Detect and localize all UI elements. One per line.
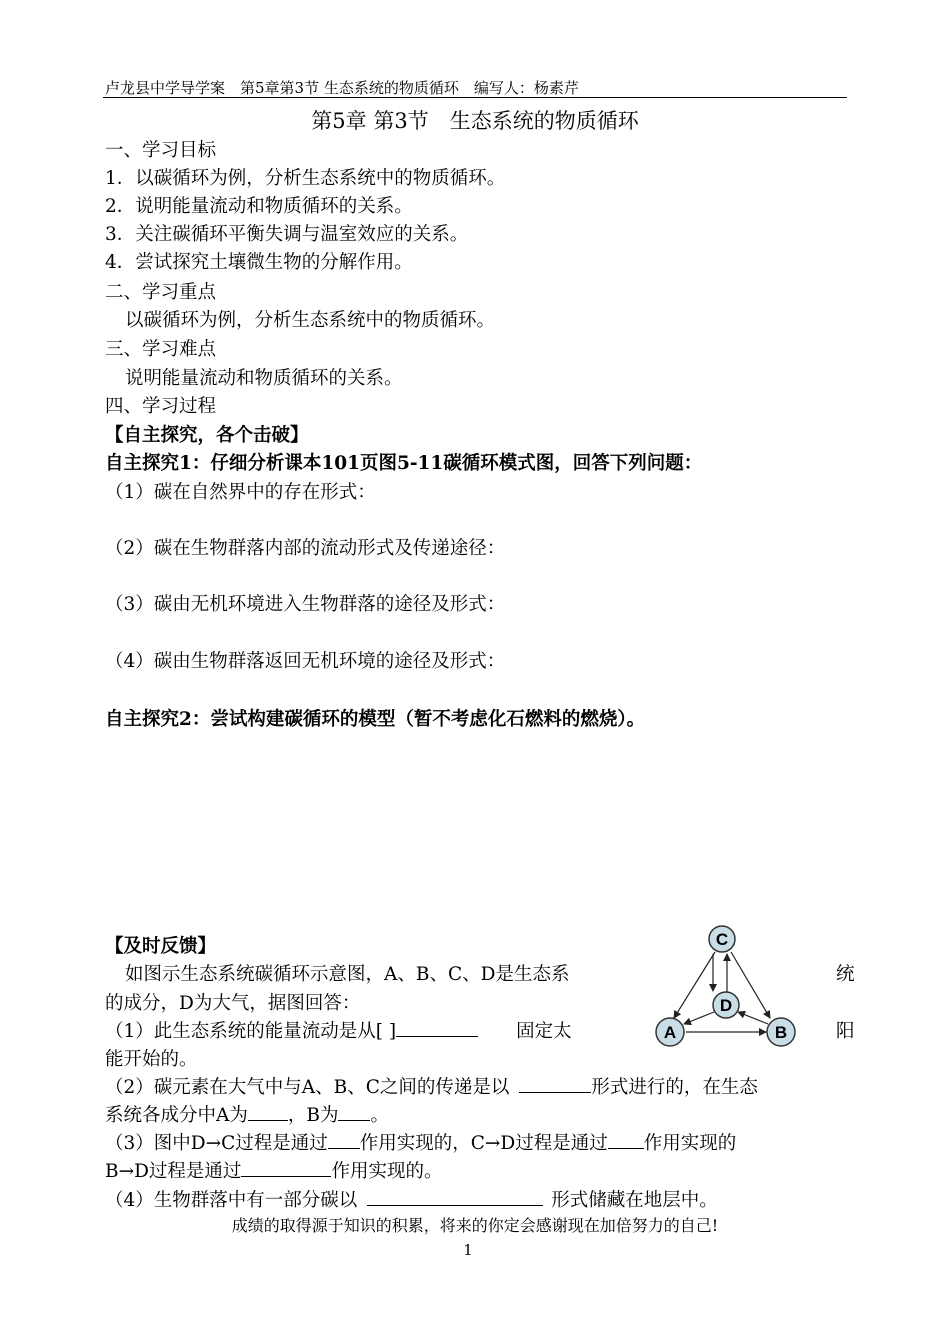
- svg-text:A: A: [663, 1023, 677, 1042]
- explore1-question: （3）碳由无机环境进入生物群落的途径及形式：: [105, 594, 506, 615]
- section2-heading: 二、学习重点: [105, 282, 217, 303]
- page-number: 1: [463, 1241, 473, 1259]
- explore1-question: （4）碳由生物群落返回无机环境的途径及形式：: [105, 651, 506, 672]
- q1-text-a: （1）此生态系统的能量流动是从[ ]: [105, 1021, 397, 1042]
- q4-text-b: 形式储藏在地层中。: [551, 1190, 718, 1211]
- footer-motto: 成绩的取得源于知识的积累，将来的你定会感谢现在加倍努力的自己!: [231, 1216, 719, 1235]
- feedback-question-2: [105, 1073, 758, 1099]
- feedback-question-2-line2: [105, 1101, 389, 1127]
- feedback-question-4: [105, 1186, 718, 1212]
- feedback-question-3-line2: [105, 1157, 442, 1183]
- answer-blank[interactable]: [241, 1158, 331, 1177]
- answer-blank[interactable]: [608, 1130, 644, 1149]
- arrow-b-to-d: [738, 1012, 768, 1024]
- objective-item: 1．以碳循环为例，分析生态系统中的物质循环。: [105, 168, 506, 189]
- carbon-cycle-diagram: [648, 920, 804, 1052]
- explore1-title: 自主探究1：仔细分析课本101页图5-11碳循环模式图，回答下列问题：: [105, 453, 703, 474]
- objective-item: 4．尝试探究土壤微生物的分解作用。: [105, 252, 413, 273]
- q3-text-d: B→D过程是通过: [105, 1161, 242, 1182]
- node-a: [656, 1018, 684, 1046]
- explore2-title: 自主探究2：尝试构建碳循环的模型（暂不考虑化石燃料的燃烧）。: [105, 709, 646, 730]
- answer-blank[interactable]: [338, 1102, 370, 1121]
- node-b: [767, 1018, 795, 1046]
- q3-text-a: （3）图中D→C过程是通过: [105, 1133, 328, 1154]
- objective-item: 2．说明能量流动和物质循环的关系。: [105, 196, 413, 217]
- answer-blank[interactable]: [367, 1187, 543, 1206]
- q3-text-e: 作用实现的。: [331, 1161, 443, 1182]
- feedback-banner: 【及时反馈】: [105, 936, 217, 957]
- explore-banner: 【自主探究，各个击破】: [105, 425, 309, 446]
- section4-heading: 四、学习过程: [105, 396, 217, 417]
- q2-text-a: （2）碳元素在大气中与A、B、C之间的传递是以: [105, 1077, 510, 1098]
- q2-text-d: ，B为: [287, 1105, 339, 1126]
- answer-blank[interactable]: [328, 1130, 360, 1149]
- feedback-intro-tail: 统: [836, 964, 855, 985]
- feedback-intro: 如图示生态系统碳循环示意图，A、B、C、D是生态系: [125, 964, 570, 985]
- q1-text-b: 固定太: [516, 1021, 572, 1042]
- explore1-question: （2）碳在生物群落内部的流动形式及传递途径：: [105, 538, 506, 559]
- node-c: [709, 926, 735, 952]
- svg-text:C: C: [715, 930, 729, 949]
- answer-blank[interactable]: [519, 1074, 591, 1093]
- difficulty-text: 说明能量流动和物质循环的关系。: [125, 368, 403, 389]
- q3-text-c: 作用实现的: [643, 1133, 737, 1154]
- q3-text-b: 作用实现的，C→D过程是通过: [359, 1133, 608, 1154]
- section1-heading: 一、学习目标: [105, 140, 217, 161]
- q2-text-b: 形式进行的，在生态: [591, 1077, 758, 1098]
- q4-text-a: （4）生物群落中有一部分碳以: [105, 1190, 358, 1211]
- section3-heading: 三、学习难点: [105, 339, 217, 360]
- q2-text-c: 系统各成分中A为: [105, 1105, 248, 1126]
- svg-text:D: D: [719, 996, 733, 1015]
- answer-blank[interactable]: [248, 1102, 288, 1121]
- objective-item: 3．关注碳循环平衡失调与温室效应的关系。: [105, 224, 469, 245]
- answer-blank[interactable]: [396, 1018, 478, 1037]
- arrow-c-to-a: [674, 952, 715, 1018]
- svg-text:B: B: [774, 1023, 788, 1042]
- q2-text-e: 。: [370, 1105, 389, 1126]
- key-point-text: 以碳循环为例，分析生态系统中的物质循环。: [125, 310, 496, 331]
- feedback-question-1-line2: 能开始的。: [105, 1049, 198, 1070]
- feedback-question-1: [105, 1017, 572, 1043]
- document-title: 第5章 第3节 生态系统的物质循环: [311, 109, 639, 133]
- explore1-question: （1）碳在自然界中的存在形式：: [105, 482, 376, 503]
- header-rule: [103, 97, 847, 98]
- q1-tail: 阳: [836, 1021, 855, 1042]
- page-header: 卢龙县中学导学案 第5章第3节 生态系统的物质循环 编写人：杨素芹: [105, 79, 579, 97]
- feedback-intro-line2: 的成分，D为大气，据图回答：: [105, 993, 361, 1014]
- arrow-d-to-a: [684, 1012, 714, 1024]
- node-d: [713, 992, 739, 1018]
- feedback-question-3: [105, 1129, 736, 1155]
